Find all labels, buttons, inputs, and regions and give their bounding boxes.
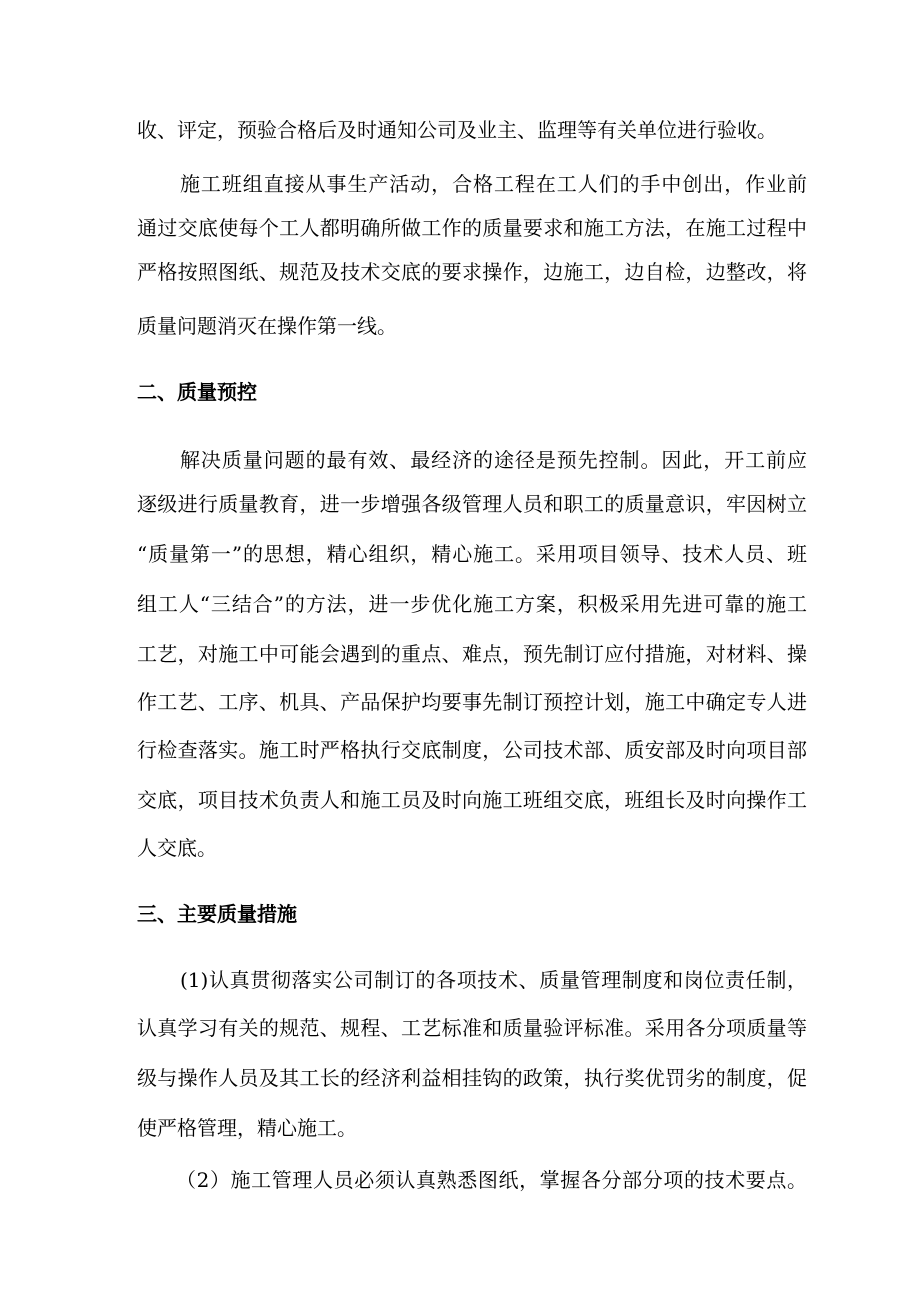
paragraph-line: 人交底。 [137, 836, 217, 860]
paragraph-line: 解决质量问题的最有效、最经济的途径是预先控制。因此，开工前应 [180, 448, 807, 472]
list-item-line: 认真学习有关的规范、规程、工艺标准和质量验评标准。采用各分项质量等 [137, 1016, 807, 1040]
paragraph-line: 交底，项目技术负责人和施工员及时向施工班组交底，班组长及时向操作工 [137, 788, 807, 812]
paragraph-line: 组工人“三结合”的方法，进一步优化施工方案，积极采用先进可靠的施工 [137, 592, 807, 616]
paragraph-line: 作工艺、工序、机具、产品保护均要事先制订预控计划，施工中确定专人进 [137, 690, 807, 714]
list-item-line: 级与操作人员及其工长的经济利益相挂钩的政策，执行奖优罚劣的制度，促 [137, 1066, 807, 1090]
section-heading: 三、主要质量措施 [137, 902, 297, 926]
paragraph-line: 质量问题消灭在操作第一线。 [137, 314, 397, 338]
paragraph-line: 通过交底使每个工人都明确所做工作的质量要求和施工方法，在施工过程中 [137, 216, 807, 240]
list-item-line: (1)认真贯彻落实公司制订的各项技术、质量管理制度和岗位责任制， [180, 968, 807, 992]
paragraph-line: 行检查落实。施工时严格执行交底制度，公司技术部、质安部及时向项目部 [137, 738, 807, 762]
paragraph-line: 收、评定，预验合格后及时通知公司及业主、监理等有关单位进行验收。 [137, 118, 777, 142]
paragraph-line: “质量第一”的思想，精心组织，精心施工。采用项目领导、技术人员、班 [137, 542, 807, 566]
paragraph-line: 严格按照图纸、规范及技术交底的要求操作，边施工，边自检，边整改，将 [137, 260, 807, 284]
paragraph-line: 施工班组直接从事生产活动，合格工程在工人们的手中创出，作业前 [180, 172, 807, 196]
paragraph-line: 工艺，对施工中可能会遇到的重点、难点，预先制订应付措施，对材料、操 [137, 642, 807, 666]
section-heading: 二、质量预控 [137, 380, 257, 404]
list-item-line: （2）施工管理人员必须认真熟悉图纸，掌握各分部分项的技术要点。 [176, 1168, 807, 1192]
paragraph-line: 逐级进行质量教育，进一步增强各级管理人员和职工的质量意识，牢因树立 [137, 492, 807, 516]
list-item-line: 使严格管理，精心施工。 [137, 1116, 357, 1140]
